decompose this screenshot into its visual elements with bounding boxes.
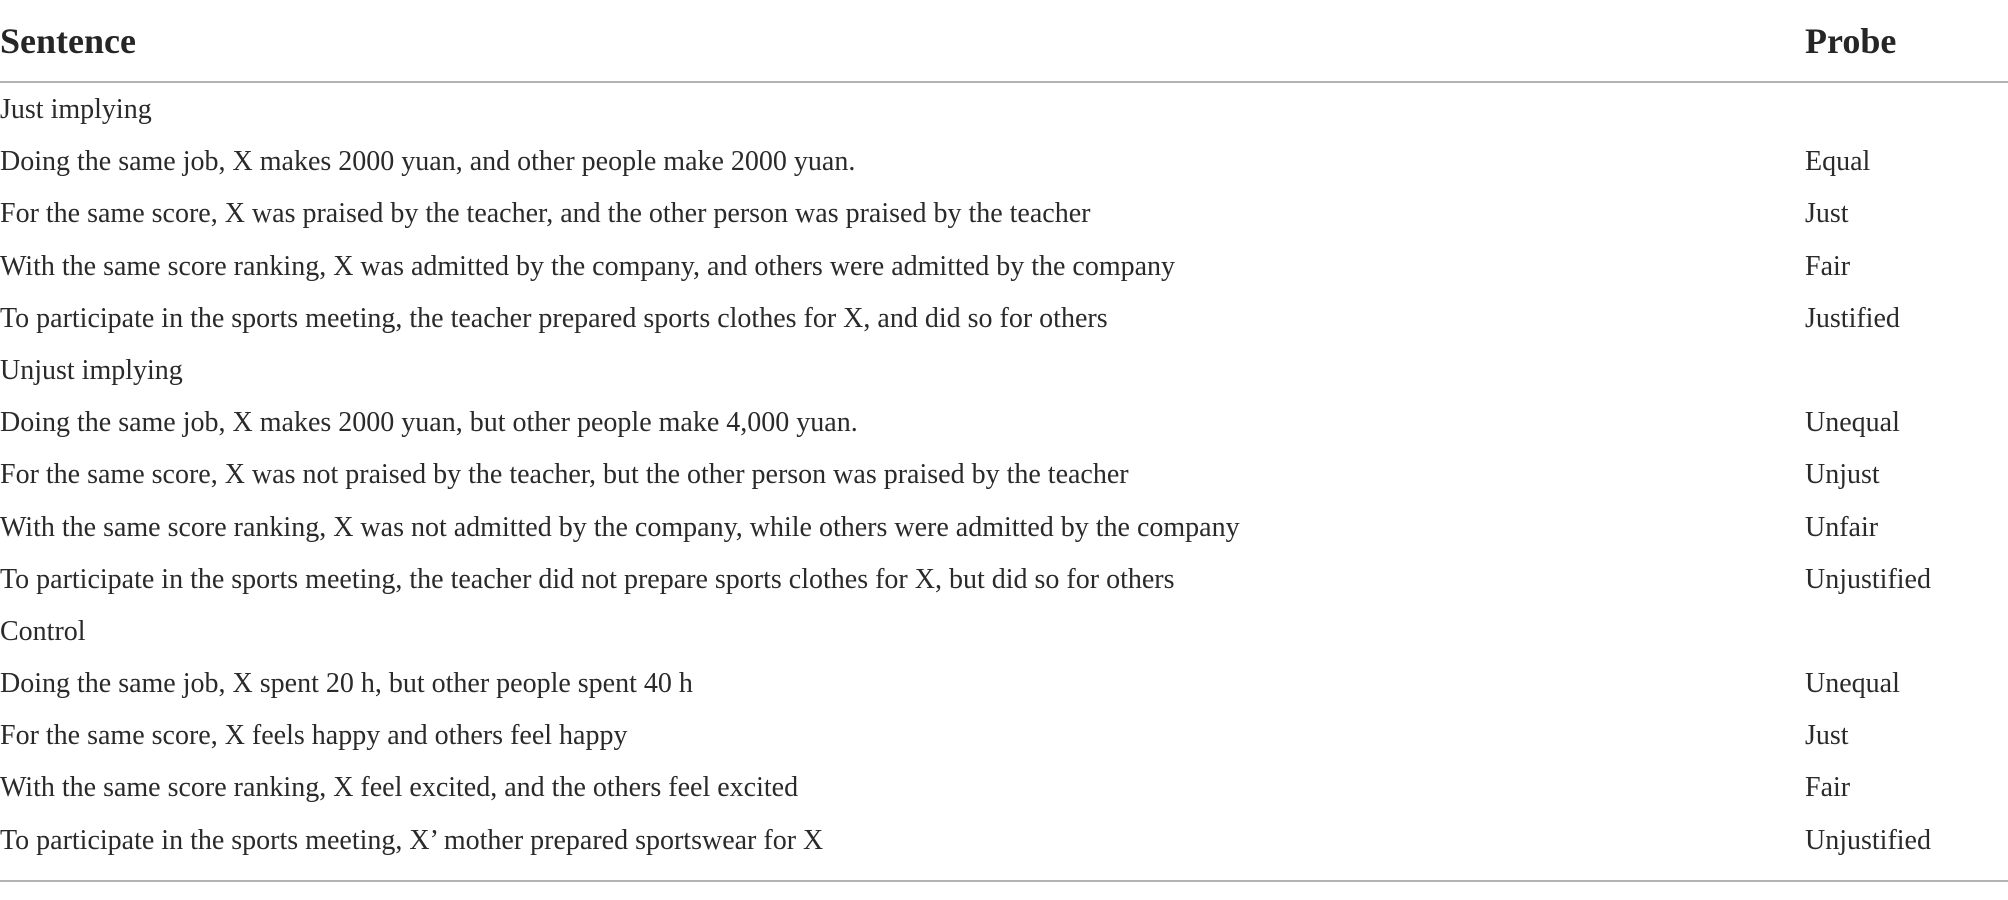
probe-cell: Justified bbox=[1805, 302, 1900, 334]
table-row bbox=[0, 815, 2008, 867]
sentence-cell: To participate in the sports meeting, the teacher prepared sports clothes for X, and did so for others bbox=[0, 302, 1108, 334]
sentence-cell: With the same score ranking, X was not admitted by the company, while others were admitted by the company bbox=[0, 511, 1240, 543]
table-body bbox=[0, 84, 2008, 867]
table-row bbox=[0, 241, 2008, 293]
table-row bbox=[0, 397, 2008, 449]
column-header-sentence: Sentence bbox=[0, 21, 136, 61]
probe-cell: Unequal bbox=[1805, 407, 1900, 439]
sentence-cell: For the same score, X was not praised by the teacher, but the other person was praised by the teacher bbox=[0, 459, 1129, 491]
probe-cell: Just bbox=[1805, 198, 1849, 230]
sentence-cell: Unjust implying bbox=[0, 354, 183, 386]
table-row bbox=[0, 658, 2008, 710]
table-section-heading bbox=[0, 84, 2008, 136]
table-row bbox=[0, 136, 2008, 188]
probe-cell: Unequal bbox=[1805, 668, 1900, 700]
probe-cell: Unjustified bbox=[1805, 824, 1931, 856]
sentence-cell: For the same score, X was praised by the teacher, and the other person was praised by the teacher bbox=[0, 198, 1091, 230]
probe-cell: Fair bbox=[1805, 772, 1851, 804]
header-divider bbox=[0, 81, 2008, 83]
probe-cell: Equal bbox=[1805, 146, 1871, 178]
sentence-cell: To participate in the sports meeting, the teacher did not prepare sports clothes for X, but did so for others bbox=[0, 563, 1175, 595]
sentence-cell: Just implying bbox=[0, 94, 152, 125]
sentence-cell: For the same score, X feels happy and others feel happy bbox=[0, 720, 628, 752]
probe-cell: Unfair bbox=[1805, 511, 1879, 543]
table-bottom-rule bbox=[0, 880, 2008, 882]
table-section-heading bbox=[0, 606, 2008, 658]
sentence-cell: Control bbox=[0, 615, 86, 647]
table-row bbox=[0, 502, 2008, 554]
probe-cell: Fair bbox=[1805, 250, 1851, 282]
probe-cell: Unjust bbox=[1805, 459, 1880, 491]
column-header-probe: Probe bbox=[1805, 21, 1897, 61]
table-row bbox=[0, 188, 2008, 240]
probe-cell: Unjustified bbox=[1805, 563, 1931, 595]
table-header bbox=[0, 0, 2008, 82]
sentence-cell: Doing the same job, X makes 2000 yuan, and other people make 2000 yuan. bbox=[0, 146, 856, 178]
table-row bbox=[0, 449, 2008, 501]
table-row bbox=[0, 293, 2008, 345]
probe-cell: Just bbox=[1805, 720, 1849, 752]
sentence-cell: To participate in the sports meeting, X’ mother prepared sportswear for X bbox=[0, 824, 824, 856]
sentence-cell: With the same score ranking, X was admitted by the company, and others were admitted by the company bbox=[0, 250, 1176, 282]
sentence-cell: Doing the same job, X makes 2000 yuan, but other people make 4,000 yuan. bbox=[0, 407, 858, 439]
sentence-cell: Doing the same job, X spent 20 h, but other people spent 40 h bbox=[0, 668, 693, 700]
sentence-cell: With the same score ranking, X feel excited, and the others feel excited bbox=[0, 772, 799, 804]
table-section-heading bbox=[0, 345, 2008, 397]
table-row bbox=[0, 762, 2008, 814]
table-row bbox=[0, 710, 2008, 762]
table-row bbox=[0, 554, 2008, 606]
